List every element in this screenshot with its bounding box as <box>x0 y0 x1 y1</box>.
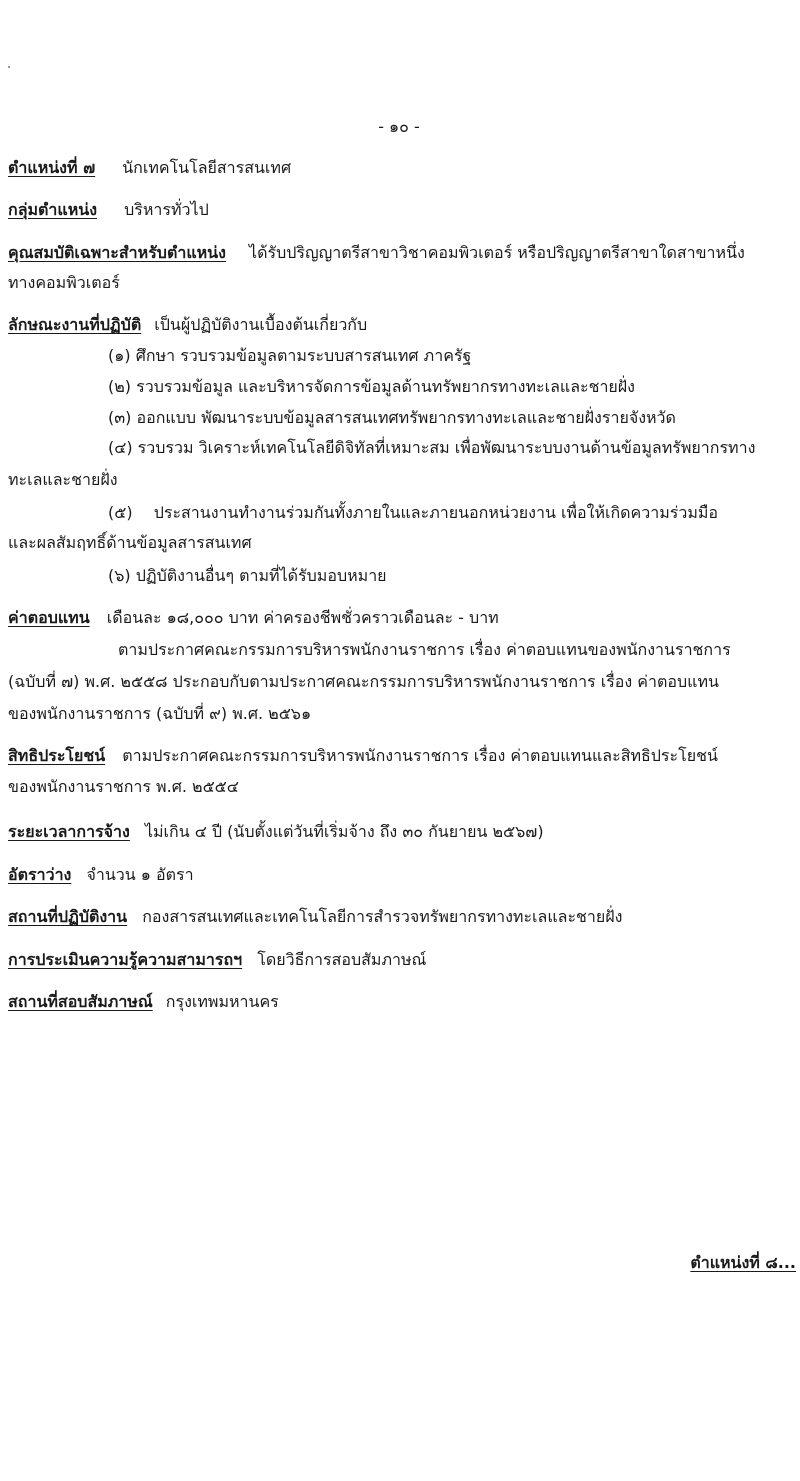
workplace-value: กองสารสนเทศและเทคโนโลยีการสำรวจทรัพยากรทางทะเลและชายฝั่ง <box>142 907 623 926</box>
next-position-label: ตำแหน่งที่ ๘... <box>690 1253 796 1272</box>
employment-period-label: ระยะเวลาการจ้าง <box>8 822 130 841</box>
compensation-label: ค่าตอบแทน <box>8 608 90 627</box>
vacancy-value: จำนวน ๑ อัตรา <box>86 865 194 884</box>
duties-row <box>8 315 367 334</box>
group-row <box>8 200 209 219</box>
workplace-label: สถานที่ปฏิบัติงาน <box>8 907 128 926</box>
vacancy-row <box>8 865 194 884</box>
benefits-label: สิทธิประโยชน์ <box>8 746 106 765</box>
vacancy-label: อัตราว่าง <box>8 865 72 884</box>
duties-label: ลักษณะงานที่ปฏิบัติ <box>8 315 142 334</box>
compensation-line-1: เดือนละ ๑๘,๐๐๐ บาท ค่าครองชีพชั่วคราวเดือนละ - บาท <box>106 608 499 627</box>
group-label: กลุ่มตำแหน่ง <box>8 200 98 219</box>
interview-location-label: สถานที่สอบสัมภาษณ์ <box>8 992 153 1011</box>
employment-period-value: ไม่เกิน ๔ ปี (นับตั้งแต่วันที่เริ่มจ้าง ถึง ๓๐ กันยายน ๒๕๖๗) <box>144 822 544 841</box>
duty-item-4: (๔) รวบรวม วิเคราะห์เทคโนโลยีดิจิทัลที่เหมาะสม เพื่อพัฒนาระบบงานด้านข้อมูลทรัพยากรทาง <box>108 438 756 457</box>
position-value: นักเทคโนโลยีสารสนเทศ <box>122 158 292 177</box>
group-value: บริหารทั่วไป <box>124 200 209 219</box>
duty-item-1: (๑) ศึกษา รวบรวมข้อมูลตามระบบสารสนเทศ ภาครัฐ <box>108 346 472 365</box>
qualification-line-1: ได้รับปริญญาตรีสาขาวิชาคอมพิวเตอร์ หรือปริญญาตรีสาขาใดสาขาหนึ่ง <box>249 243 745 262</box>
interview-location-row <box>8 992 279 1011</box>
duty-item-5 <box>108 503 718 522</box>
benefits-line-2: ของพนักงานราชการ พ.ศ. ๒๕๕๔ <box>8 777 239 796</box>
page-number: - ๑๐ - <box>378 117 420 136</box>
position-row <box>8 158 291 177</box>
compensation-row <box>8 608 499 627</box>
qualification-label: คุณสมบัติเฉพาะสำหรับตำแหน่ง <box>8 243 226 262</box>
duty-item-5-text: ประสานงานทำงานร่วมกันทั้งภายในและภายนอกหน่วยงาน เพื่อให้เกิดความร่วมมือ <box>153 503 719 522</box>
position-label: ตำแหน่งที่ ๗ <box>8 158 96 177</box>
assessment-row <box>8 950 426 969</box>
next-position-footer <box>690 1253 796 1272</box>
compensation-line-4: ของพนักงานราชการ (ฉบับที่ ๙) พ.ศ. ๒๕๖๑ <box>8 704 312 723</box>
duties-intro: เป็นผู้ปฏิบัติงานเบื้องต้นเกี่ยวกับ <box>154 315 368 334</box>
employment-period-row <box>8 822 544 841</box>
qualification-line-2: ทางคอมพิวเตอร์ <box>8 273 120 292</box>
benefits-row <box>8 746 718 765</box>
duty-item-6: (๖) ปฏิบัติงานอื่นๆ ตามที่ได้รับมอบหมาย <box>108 566 387 585</box>
duty-item-4-continued: ทะเลและชายฝั่ง <box>8 470 118 489</box>
qualification-row <box>8 243 745 262</box>
benefits-line-1: ตามประกาศคณะกรรมการบริหารพนักงานราชการ เรื่อง ค่าตอบแทนและสิทธิประโยชน์ <box>122 746 718 765</box>
interview-location-value: กรุงเทพมหานคร <box>165 992 279 1011</box>
assessment-label: การประเมินความรู้ความสามารถฯ <box>8 950 243 969</box>
duty-item-3: (๓) ออกแบบ พัฒนาระบบข้อมูลสารสนเทศทรัพยากรทางทะเลและชายฝั่งรายจังหวัด <box>108 408 676 427</box>
scan-speck <box>8 66 10 68</box>
duty-item-5-number: (๕) <box>108 503 133 522</box>
compensation-line-3: (ฉบับที่ ๗) พ.ศ. ๒๕๕๘ ประกอบกับตามประกาศคณะกรรมการบริหารพนักงานราชการ เรื่อง ค่าตอบแทน <box>8 672 719 691</box>
assessment-value: โดยวิธีการสอบสัมภาษณ์ <box>257 950 427 969</box>
duty-item-2: (๒) รวบรวมข้อมูล และบริหารจัดการข้อมูลด้านทรัพยากรทางทะเลและชายฝั่ง <box>108 377 635 396</box>
workplace-row <box>8 907 622 926</box>
duty-item-5-continued: และผลสัมฤทธิ์ด้านข้อมูลสารสนเทศ <box>8 533 252 552</box>
compensation-line-2: ตามประกาศคณะกรรมการบริหารพนักงานราชการ เรื่อง ค่าตอบแทนของพนักงานราชการ <box>118 640 731 659</box>
